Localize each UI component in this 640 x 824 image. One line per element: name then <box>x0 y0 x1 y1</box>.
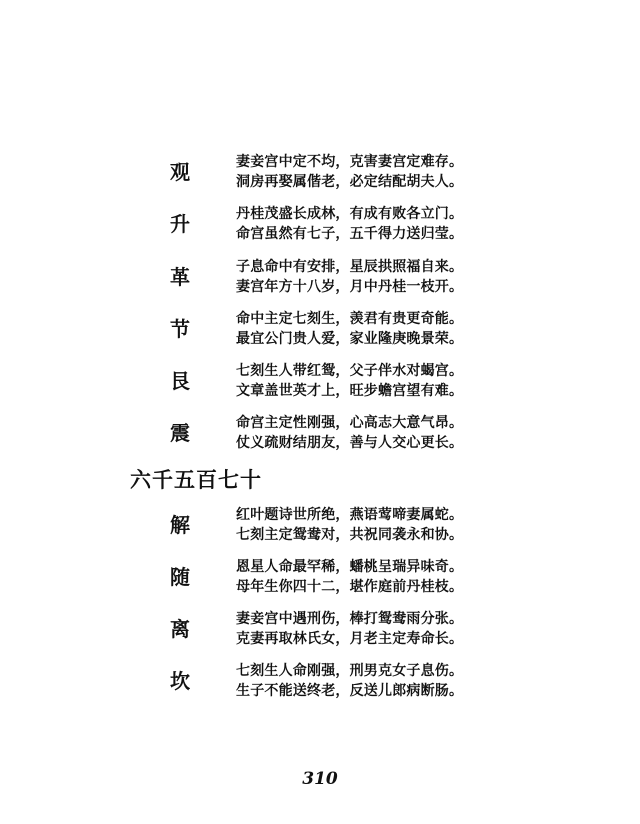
verse-line: 妻宫年方十八岁，月中丹桂一枝开。 <box>236 279 464 295</box>
verse-entry <box>0 204 640 244</box>
verse-line: 生子不能送终老，反送儿郎病断肠。 <box>236 683 464 699</box>
hexagram-label: 升 <box>170 212 190 236</box>
verse-line: 文章盖世英才上，旺步蟾宫望有难。 <box>236 383 464 399</box>
verse-lines <box>236 309 463 349</box>
verse-lines <box>236 557 463 597</box>
verse-lines <box>236 661 463 701</box>
verse-entry <box>0 152 640 192</box>
verse-entry <box>0 361 640 401</box>
verse-line: 子息命中有安排，星辰拱照福自来。 <box>236 259 464 275</box>
verse-line: 丹桂茂盛长成林，有成有败各立门。 <box>236 206 464 222</box>
verse-line: 红叶题诗世所绝，燕语莺啼妻属蛇。 <box>236 507 464 523</box>
hexagram-label: 观 <box>170 160 190 184</box>
verse-entry <box>0 609 640 649</box>
hexagram-label: 坎 <box>170 669 190 693</box>
verse-line: 妻妾宫中定不均，克害妻宫定难存。 <box>236 154 464 170</box>
verse-lines <box>236 413 463 453</box>
verse-line: 命中主定七刻生，羡君有贵更奇能。 <box>236 311 464 327</box>
verse-entry <box>0 257 640 297</box>
verse-lines <box>236 152 463 192</box>
verse-entry <box>0 413 640 453</box>
verse-lines <box>236 609 463 649</box>
hexagram-label: 解 <box>170 513 190 537</box>
verse-lines <box>236 257 463 297</box>
hexagram-label: 革 <box>170 265 190 289</box>
hexagram-label: 离 <box>170 617 190 641</box>
verse-entry <box>0 661 640 701</box>
verse-line: 妻妾宫中遇刑伤，棒打鸳鸯雨分张。 <box>236 611 464 627</box>
verse-line: 克妻再取林氏女，月老主定寿命长。 <box>236 631 464 647</box>
verse-line: 恩星人命最罕稀，蟠桃呈瑞异味奇。 <box>236 559 464 575</box>
verse-lines <box>236 204 463 244</box>
verse-line: 命宫虽然有七子，五千得力送归莹。 <box>236 226 464 242</box>
hexagram-label: 节 <box>170 317 190 341</box>
verse-line: 七刻生人命刚强，刑男克女子息伤。 <box>236 663 464 679</box>
hexagram-label: 随 <box>170 565 190 589</box>
verse-line: 母年生你四十二，堪作庭前丹桂枝。 <box>236 579 464 595</box>
verse-line: 仗义疏财结朋友，善与人交心更长。 <box>236 435 464 451</box>
section-heading: 六千五百七十 <box>130 467 262 492</box>
verse-line: 最宜公门贵人爱，家业隆庚晚景荣。 <box>236 331 464 347</box>
verse-entry <box>0 505 640 545</box>
verse-lines <box>236 505 463 545</box>
verse-lines <box>236 361 463 401</box>
hexagram-label: 震 <box>170 421 190 445</box>
page-number: 310 <box>302 769 338 789</box>
hexagram-label: 艮 <box>170 369 190 393</box>
verse-line: 七刻主定鸳鸯对，共祝同袭永和协。 <box>236 527 464 543</box>
verse-entry <box>0 557 640 597</box>
verse-line: 命宫主定性刚强，心高志大意气昂。 <box>236 415 464 431</box>
verse-line: 七刻生人带红鸳，父子伴水对蝎宫。 <box>236 363 464 379</box>
verse-entry <box>0 309 640 349</box>
verse-line: 洞房再娶属偕老，必定结配胡夫人。 <box>236 174 464 190</box>
